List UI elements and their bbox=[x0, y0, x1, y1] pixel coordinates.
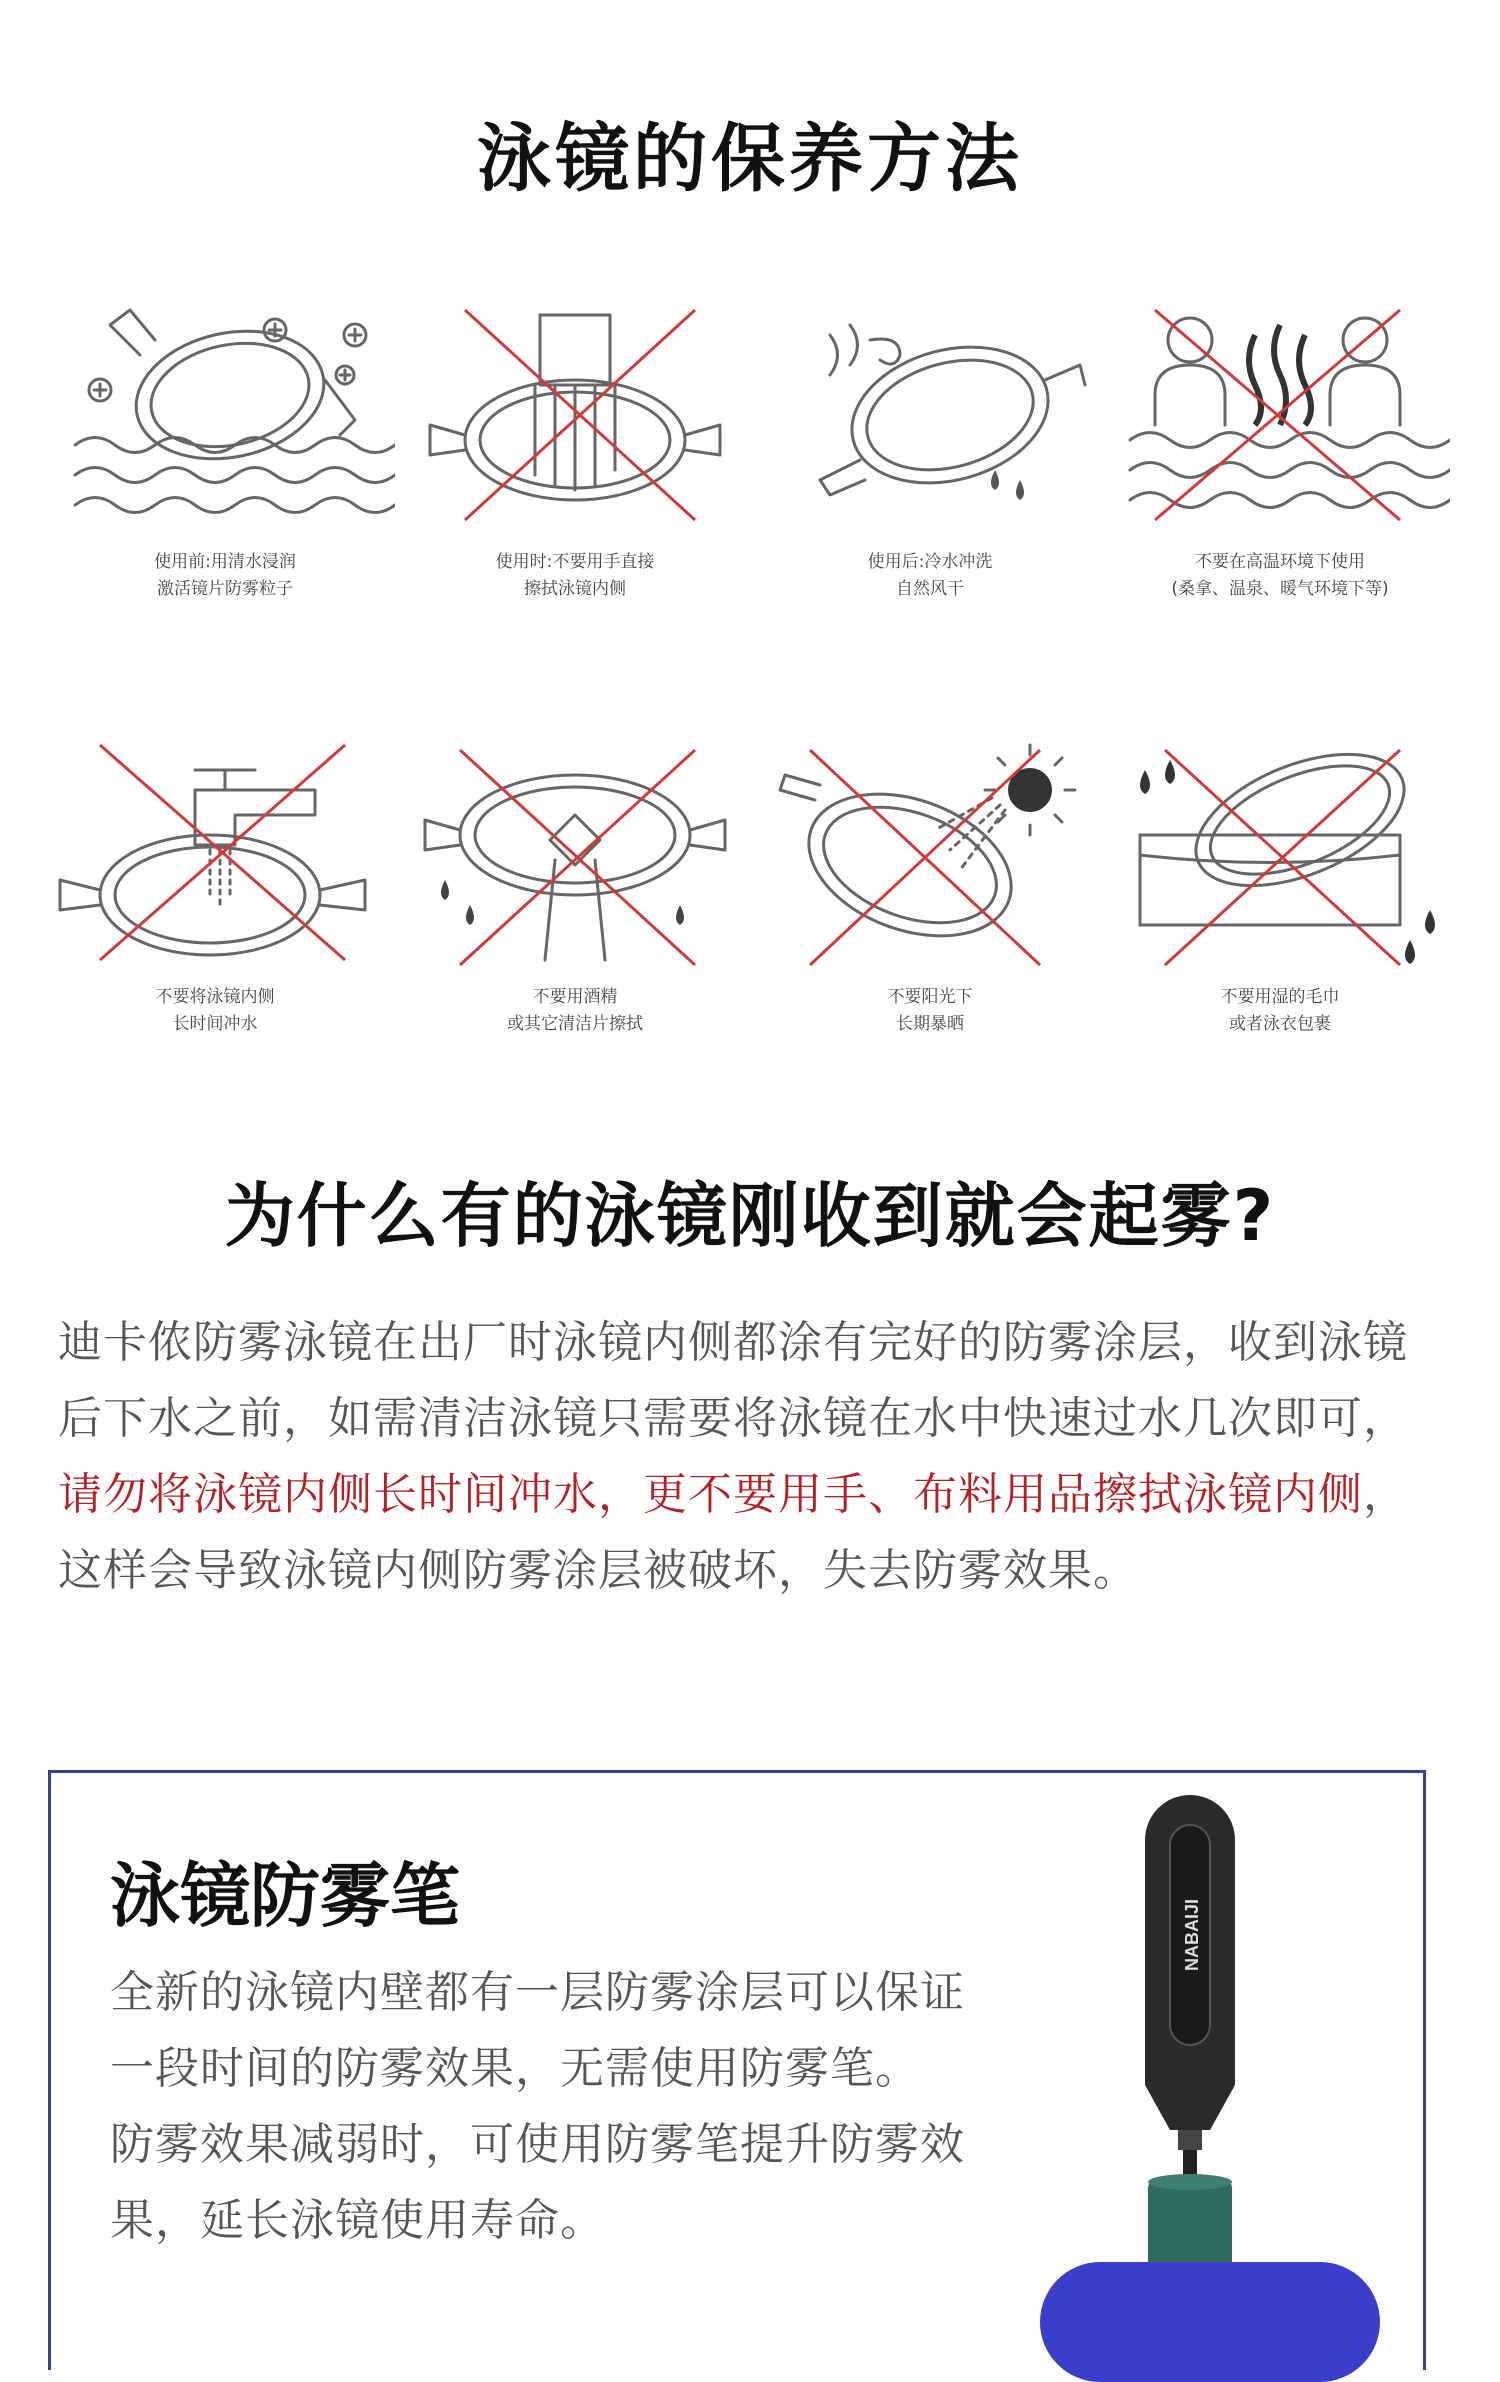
pen-brand-label: NABAIJI bbox=[1182, 1898, 1202, 1972]
pen-line: 一段时间的防雾效果，无需使用防雾笔。 bbox=[110, 2043, 920, 2094]
goggles-soak-icon bbox=[55, 295, 395, 545]
tip-caption: 使用后:冷水冲洗 自然风干 bbox=[867, 552, 993, 599]
wet-towel-wrap-icon bbox=[1110, 730, 1450, 980]
fog-text-after: ，这样会导致泳镜内侧防雾涂层被破坏，失去防雾效果。 bbox=[58, 1469, 1408, 1596]
tip-no-faucet bbox=[45, 730, 385, 1038]
blue-action-button[interactable] bbox=[1040, 2262, 1380, 2382]
tip-no-hand bbox=[405, 295, 745, 603]
care-title: 泳镜的保养方法 bbox=[477, 116, 1023, 202]
pen-title: 泳镜防雾笔 bbox=[110, 1855, 460, 1937]
fog-paragraph bbox=[58, 1305, 1448, 1609]
tip-caption: 不要阳光下 长期暴晒 bbox=[887, 987, 973, 1034]
tip-caption: 使用前:用清水浸润 激活镜片防雾粒子 bbox=[154, 552, 296, 599]
tip-no-towel bbox=[1110, 730, 1450, 1038]
anti-fog-pen-image bbox=[1120, 1785, 1260, 2305]
pen-description bbox=[110, 1955, 1090, 2259]
sun-exposure-icon bbox=[760, 730, 1100, 980]
tip-caption: 不要用酒精 或其它清洁片擦拭 bbox=[507, 987, 643, 1034]
alcohol-wipe-icon bbox=[405, 730, 745, 980]
tip-no-heat bbox=[1110, 295, 1450, 603]
tip-caption: 使用时:不要用手直接 擦拭泳镜内侧 bbox=[495, 552, 655, 599]
pen-line: 果，延长泳镜使用寿命。 bbox=[110, 2195, 605, 2246]
fog-title: 为什么有的泳镜刚收到就会起雾? bbox=[224, 1175, 1276, 1257]
hand-touch-lens-icon bbox=[405, 295, 745, 545]
pen-line: 防雾效果减弱时，可使用防雾笔提升防雾效 bbox=[110, 2119, 965, 2170]
faucet-rinse-icon bbox=[45, 730, 385, 980]
tip-no-alcohol bbox=[405, 730, 745, 1038]
tip-caption: 不要用湿的毛巾 或者泳衣包裹 bbox=[1220, 987, 1340, 1034]
fog-text-highlight: 请勿将泳镜内侧长时间冲水，更不要用手、布料用品擦拭泳镜内侧 bbox=[58, 1469, 1363, 1520]
tip-air-dry bbox=[760, 295, 1100, 603]
fog-text-before: 迪卡侬防雾泳镜在出厂时泳镜内侧都涂有完好的防雾涂层，收到泳镜后下水之前，如需清洁泳镜只需要将泳镜在水中快速过水几次即可， bbox=[58, 1317, 1408, 1444]
tip-caption: 不要将泳镜内侧 长时间冲水 bbox=[155, 987, 275, 1034]
tip-soak bbox=[55, 295, 395, 603]
hot-environment-icon bbox=[1110, 295, 1450, 545]
pen-line: 全新的泳镜内壁都有一层防雾涂层可以保证 bbox=[110, 1967, 965, 2018]
tip-no-sun bbox=[760, 730, 1100, 1038]
goggles-air-dry-icon bbox=[760, 295, 1100, 545]
tip-caption: 不要在高温环境下使用 (桑拿、温泉、暖气环境下等) bbox=[1171, 552, 1389, 599]
